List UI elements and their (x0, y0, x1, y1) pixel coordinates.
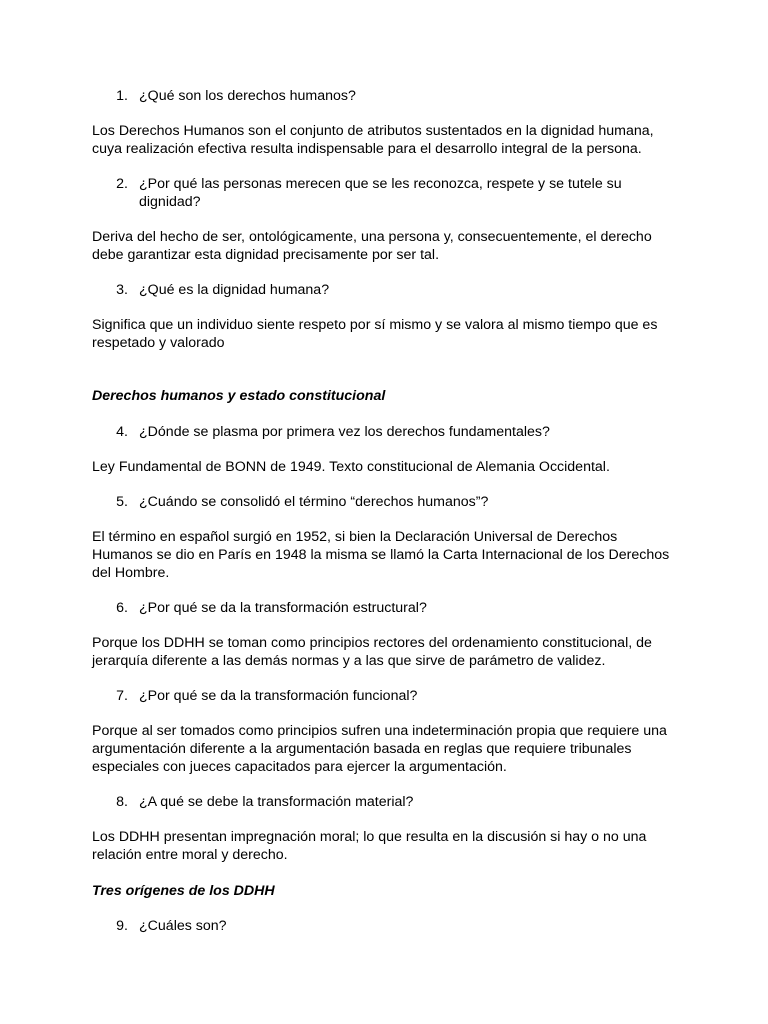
answer-line: jerarquía diferente a las demás normas y a las que sirve de parámetro de validez. (92, 653, 606, 669)
question-line: ¿Por qué las personas merecen que se les reconozca, respete y se tutele su (139, 176, 622, 192)
question-text: ¿Por qué se da la transformación funcional? (139, 688, 418, 704)
question-text: ¿Cuándo se consolidó el término “derechos humanos”? (139, 494, 489, 510)
question-text: ¿Cuáles son? (139, 918, 227, 934)
answer-2 (92, 228, 682, 264)
question-number: 5. (116, 494, 128, 510)
answer-line: respetado y valorado (92, 335, 225, 351)
question-text: ¿A qué se debe la transformación material? (139, 794, 414, 810)
question-number: 4. (116, 424, 128, 440)
question-number: 6. (116, 600, 128, 616)
answer-4 (92, 458, 682, 476)
question-number: 3. (116, 282, 128, 298)
answer-6 (92, 634, 682, 670)
answer-line: especiales con jueces capacitados para ejercer la argumentación. (92, 759, 507, 775)
answer-line: relación entre moral y derecho. (92, 847, 288, 863)
question-number: 9. (116, 918, 128, 934)
question-text: ¿Qué son los derechos humanos? (139, 88, 356, 104)
answer-3 (92, 316, 682, 352)
answer-line: Los DDHH presentan impregnación moral; lo que resulta en la discusión si hay o no una (92, 829, 647, 845)
answer-line: Ley Fundamental de BONN de 1949. Texto constitucional de Alemania Occidental. (92, 459, 610, 475)
question-number: 1. (116, 88, 128, 104)
answer-line: Porque los DDHH se toman como principios rectores del ordenamiento constitucional, de (92, 635, 652, 651)
answer-line: Los Derechos Humanos son el conjunto de atributos sustentados en la dignidad humana, (92, 123, 654, 139)
section-heading: Tres orígenes de los DDHH (92, 883, 275, 899)
question-number: 2. (116, 176, 128, 192)
answer-line: Significa que un individuo siente respeto por sí mismo y se valora al mismo tiempo que es (92, 317, 658, 333)
answer-line: Porque al ser tomados como principios sufren una indeterminación propia que requiere una (92, 723, 667, 739)
answer-8 (92, 828, 682, 864)
question-text: ¿Por qué se da la transformación estructural? (139, 600, 427, 616)
question-line: dignidad? (139, 194, 201, 210)
answer-line: El término en español surgió en 1952, si bien la Declaración Universal de Derechos (92, 529, 618, 545)
question-text: ¿Dónde se plasma por primera vez los derechos fundamentales? (139, 424, 550, 440)
answer-1 (92, 122, 682, 158)
answer-line: Deriva del hecho de ser, ontológicamente, una persona y, consecuentemente, el derecho (92, 229, 652, 245)
answer-line: cuya realización efectiva resulta indispensable para el desarrollo integral de la persona. (92, 141, 642, 157)
question-text: ¿Qué es la dignidad humana? (139, 282, 330, 298)
answer-line: debe garantizar esta dignidad precisamente por ser tal. (92, 247, 440, 263)
answer-line: Humanos se dio en París en 1948 la misma se llamó la Carta Internacional de los Derechos (92, 547, 670, 563)
answer-5 (92, 528, 682, 582)
answer-7 (92, 722, 682, 776)
question-number: 7. (116, 688, 128, 704)
section-heading: Derechos humanos y estado constitucional (92, 388, 386, 404)
answer-line: argumentación diferente a la argumentación basada en reglas que requiere tribunales (92, 741, 632, 757)
question-number: 8. (116, 794, 128, 810)
answer-line: del Hombre. (92, 565, 170, 581)
